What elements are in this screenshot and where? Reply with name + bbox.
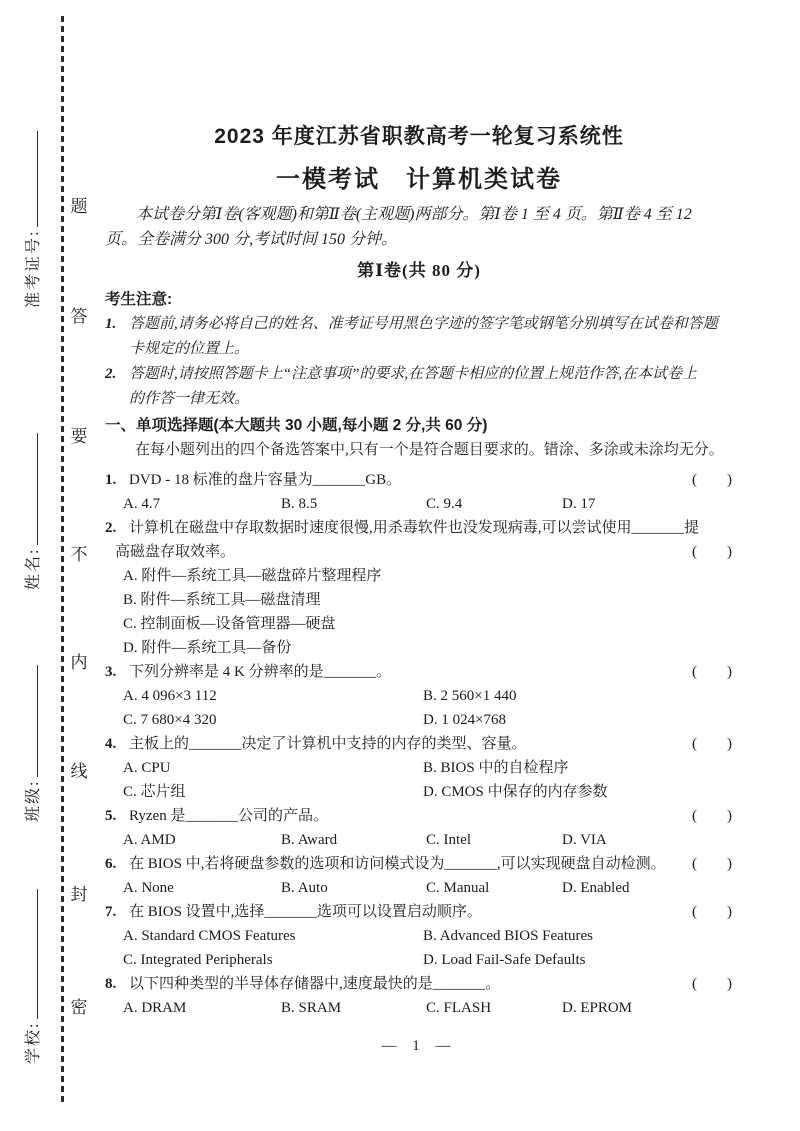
- question-4: [105, 732, 733, 804]
- option-item: [281, 876, 426, 900]
- question-text: Ryzen 是_______公司的产品。: [129, 808, 328, 824]
- notice-body: [129, 362, 697, 412]
- option-item: [123, 828, 281, 852]
- option-label: B.: [423, 760, 437, 776]
- question-5: [105, 804, 733, 852]
- question-number: 7.: [105, 904, 117, 920]
- question-7: [105, 900, 733, 972]
- seal-text-char: 不: [70, 545, 88, 564]
- notice-number: 2.: [105, 366, 117, 382]
- notice-number: 1.: [105, 316, 117, 332]
- question-line: [105, 900, 733, 924]
- option-item: [123, 948, 423, 972]
- option-label: B.: [423, 928, 437, 944]
- option-text: 7 680×4 320: [140, 712, 217, 728]
- option-text: EPROM: [580, 1000, 633, 1016]
- page-number: — 1 —: [381, 1038, 457, 1054]
- seal-text-char: 答: [70, 307, 88, 326]
- option-item: [123, 996, 281, 1020]
- option-label: D.: [423, 952, 438, 968]
- question-text: 在 BIOS 中,若将硬盘参数的选项和访问模式设为_______,可以实现硬盘自动检测。: [129, 856, 666, 872]
- question-number: 5.: [105, 808, 117, 824]
- option-text: FLASH: [443, 1000, 492, 1016]
- option-label: D.: [562, 832, 577, 848]
- option-text: 8.5: [298, 496, 318, 512]
- option-item: [423, 948, 733, 972]
- question-text: DVD - 18 标准的盘片容量为_______GB。: [129, 472, 402, 488]
- question-3: [105, 660, 733, 732]
- option-item: [426, 828, 562, 852]
- option-text: AMD: [140, 832, 176, 848]
- option-text: Auto: [297, 880, 328, 896]
- option-text: Standard CMOS Features: [141, 928, 296, 944]
- option-text: Integrated Peripherals: [140, 952, 273, 968]
- option-item: [123, 708, 423, 732]
- notices: [105, 312, 733, 412]
- section-heading: 一、单项选择题(本大题共 30 小题,每小题 2 分,共 60 分): [105, 417, 488, 434]
- option-label: C.: [123, 616, 137, 632]
- section-instruction: 在每小题列出的四个备选答案中,只有一个是符合题目要求的。错涂、多涂或未涂均无分。: [135, 442, 724, 458]
- option-text: Load Fail-Safe Defaults: [441, 952, 586, 968]
- option-label: A.: [123, 568, 138, 584]
- option-item: [123, 588, 733, 612]
- intro-line: 页。全卷满分 300 分,考试时间 150 分钟。: [105, 231, 398, 248]
- option-item: [562, 996, 733, 1020]
- answer-bracket: ( ): [692, 472, 732, 488]
- notice-line: 答题前,请务必将自己的姓名、准考证号用黑色字迹的签字笔或钢笔分别填写在试卷和答题: [129, 316, 718, 332]
- exam-subtitle: 一模考试 计算机类试卷: [276, 166, 562, 193]
- page-title: 2023 年度江苏省职教高考一轮复习系统性: [214, 125, 624, 148]
- question-text: 计算机在磁盘中存取数据时速度很慢,用杀毒软件也没发现病毒,可以尝试使用_______提: [129, 520, 700, 536]
- question-8: [105, 972, 733, 1020]
- option-item: [426, 492, 562, 516]
- option-text: 1 024×768: [441, 712, 507, 728]
- question-text: 主板上的_______决定了计算机中支持的内存的类型、容量。: [129, 736, 527, 752]
- option-label: B.: [423, 688, 437, 704]
- option-label: D.: [423, 784, 438, 800]
- option-item: [426, 876, 562, 900]
- question-line: [105, 540, 733, 564]
- seal-text-char: 内: [70, 653, 88, 672]
- question-number: 2.: [105, 520, 117, 536]
- option-text: Intel: [443, 832, 472, 848]
- seal-text-char: 密: [70, 998, 88, 1017]
- option-text: 4 096×3 112: [141, 688, 217, 704]
- option-item: [562, 876, 733, 900]
- answer-bracket: ( ): [692, 664, 732, 680]
- question-6: [105, 852, 733, 900]
- option-item: [123, 924, 423, 948]
- intro-line: 本试卷分第Ⅰ卷(客观题)和第Ⅱ卷(主观题)两部分。第Ⅰ卷 1 至 4 页。第Ⅱ卷 4 至 12: [136, 206, 692, 223]
- option-text: Advanced BIOS Features: [439, 928, 593, 944]
- option-list: [123, 756, 733, 804]
- notice-line: 卡规定的位置上。: [129, 341, 250, 357]
- answer-bracket: ( ): [692, 544, 732, 560]
- option-label: A.: [123, 1000, 138, 1016]
- option-text: Enabled: [580, 880, 630, 896]
- option-text: Manual: [443, 880, 490, 896]
- option-label: D.: [562, 1000, 577, 1016]
- option-label: C.: [123, 952, 137, 968]
- side-field-class: [24, 665, 44, 822]
- question-line: [105, 468, 733, 492]
- option-item: [123, 564, 733, 588]
- option-item: [562, 828, 733, 852]
- question-line: [105, 660, 733, 684]
- option-text: 附件—系统工具—备份: [141, 640, 292, 656]
- questions: [105, 468, 733, 1020]
- option-item: [423, 924, 733, 948]
- option-text: CMOS 中保存的内存参数: [441, 784, 608, 800]
- option-item: [123, 780, 423, 804]
- option-item: [123, 492, 281, 516]
- answer-bracket: ( ): [692, 856, 732, 872]
- side-field-label: 准考证号:: [25, 229, 42, 308]
- option-text: VIA: [580, 832, 607, 848]
- notice-item: [105, 362, 733, 412]
- side-field-blank: [36, 131, 38, 227]
- question-line: [105, 732, 733, 756]
- option-label: B.: [281, 496, 295, 512]
- option-item: [123, 636, 733, 660]
- option-label: C.: [426, 1000, 440, 1016]
- part-heading: 第Ⅰ卷(共 80 分): [357, 261, 481, 280]
- answer-bracket: ( ): [692, 976, 732, 992]
- question-number: 8.: [105, 976, 117, 992]
- seal-dashed-line: [61, 16, 64, 1106]
- option-item: [281, 492, 426, 516]
- question-line: [105, 852, 733, 876]
- option-label: C.: [123, 712, 137, 728]
- option-item: [123, 876, 281, 900]
- option-label: C.: [123, 784, 137, 800]
- seal-text-char: 线: [70, 762, 88, 781]
- option-text: 控制面板—设备管理器—硬盘: [140, 616, 336, 632]
- notice-line: 答题时,请按照答题卡上“注意事项”的要求,在答题卡相应的位置上规范作答,在本试卷上: [129, 366, 697, 382]
- question-1: [105, 468, 733, 516]
- option-label: B.: [281, 832, 295, 848]
- option-text: 芯片组: [140, 784, 186, 800]
- paper-content: [105, 0, 733, 1058]
- option-label: A.: [123, 688, 138, 704]
- option-text: Award: [297, 832, 338, 848]
- option-list: [123, 828, 733, 852]
- question-2: [105, 516, 733, 660]
- option-label: C.: [426, 832, 440, 848]
- option-item: [423, 684, 733, 708]
- option-label: B.: [281, 880, 295, 896]
- side-field-blank: [36, 433, 38, 545]
- question-text: 以下四种类型的半导体存储器中,速度最快的是_______。: [129, 976, 501, 992]
- notice-heading: 考生注意:: [105, 291, 173, 308]
- option-item: [281, 828, 426, 852]
- option-list: [123, 492, 733, 516]
- option-label: A.: [123, 880, 138, 896]
- intro-paragraph: [105, 202, 733, 252]
- option-item: [123, 684, 423, 708]
- question-line: [105, 516, 733, 540]
- option-text: 4.7: [141, 496, 161, 512]
- option-text: 附件—系统工具—磁盘清理: [140, 592, 321, 608]
- question-text: 下列分辨率是 4 K 分辨率的是_______。: [129, 664, 392, 680]
- seal-text-char: 封: [70, 885, 88, 904]
- side-field-exam-no: [24, 131, 44, 308]
- side-field-blank: [36, 665, 38, 777]
- option-label: A.: [123, 832, 138, 848]
- question-line: [105, 972, 733, 996]
- option-item: [423, 708, 733, 732]
- option-text: DRAM: [141, 1000, 187, 1016]
- option-label: A.: [123, 496, 138, 512]
- question-number: 6.: [105, 856, 117, 872]
- option-text: 9.4: [443, 496, 463, 512]
- side-field-label: 姓名:: [25, 547, 42, 590]
- question-number: 1.: [105, 472, 117, 488]
- option-list: [123, 564, 733, 660]
- option-list: [123, 996, 733, 1020]
- question-line: [105, 804, 733, 828]
- notice-item: [105, 312, 733, 362]
- option-label: D.: [423, 712, 438, 728]
- question-text: 在 BIOS 设置中,选择_______选项可以设置启动顺序。: [129, 904, 482, 920]
- option-label: D.: [562, 496, 577, 512]
- side-field-label: 班级:: [25, 779, 42, 822]
- option-label: B.: [281, 1000, 295, 1016]
- seal-text-char: 要: [70, 427, 88, 446]
- answer-bracket: ( ): [692, 808, 732, 824]
- option-item: [123, 756, 423, 780]
- option-text: 2 560×1 440: [440, 688, 517, 704]
- option-label: D.: [123, 640, 138, 656]
- option-list: [123, 924, 733, 972]
- notice-body: [129, 312, 718, 362]
- option-text: BIOS 中的自检程序: [440, 760, 569, 776]
- side-field-label: 学校:: [25, 1021, 42, 1064]
- side-field-school: [24, 889, 44, 1064]
- option-item: [423, 780, 733, 804]
- option-item: [123, 612, 733, 636]
- option-label: B.: [123, 592, 137, 608]
- option-item: [426, 996, 562, 1020]
- question-number: 3.: [105, 664, 117, 680]
- option-list: [123, 876, 733, 900]
- option-label: A.: [123, 928, 138, 944]
- option-item: [423, 756, 733, 780]
- option-label: A.: [123, 760, 138, 776]
- question-number: 4.: [105, 736, 117, 752]
- option-item: [562, 492, 733, 516]
- option-text: None: [141, 880, 174, 896]
- option-text: SRAM: [298, 1000, 342, 1016]
- option-label: D.: [562, 880, 577, 896]
- seal-text-char: 题: [70, 197, 88, 216]
- answer-bracket: ( ): [692, 904, 732, 920]
- question-text: 高磁盘存取效率。: [115, 544, 236, 560]
- option-text: 17: [580, 496, 596, 512]
- answer-bracket: ( ): [692, 736, 732, 752]
- option-list: [123, 684, 733, 732]
- option-label: C.: [426, 880, 440, 896]
- option-label: C.: [426, 496, 440, 512]
- notice-line: 的作答一律无效。: [129, 391, 250, 407]
- side-field-blank: [36, 889, 38, 1019]
- option-text: 附件—系统工具—磁盘碎片整理程序: [141, 568, 382, 584]
- option-text: CPU: [141, 760, 171, 776]
- side-field-name: [24, 433, 44, 590]
- option-item: [281, 996, 426, 1020]
